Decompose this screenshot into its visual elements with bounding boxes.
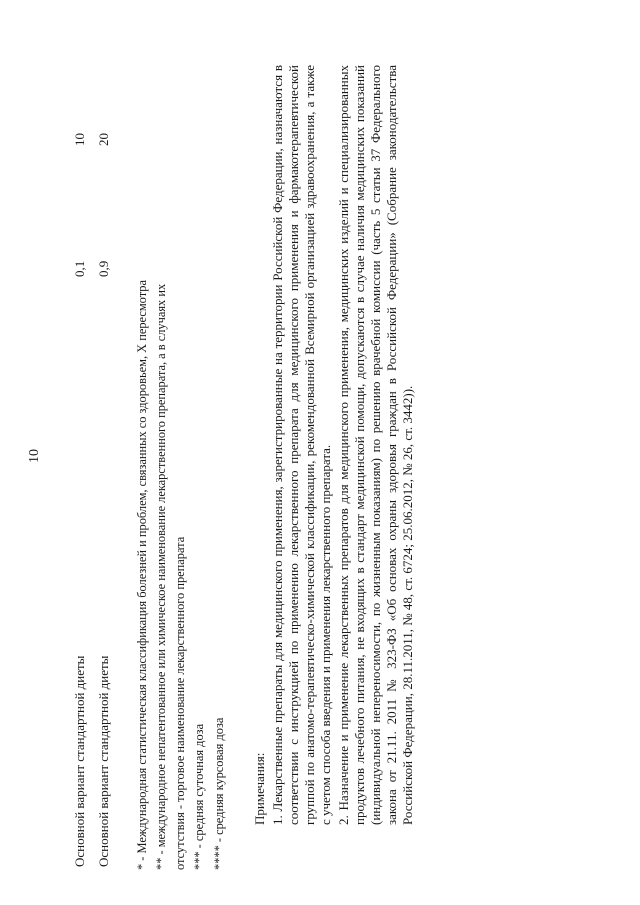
table-row-1-value2: 10 [72, 133, 87, 146]
table-row-2-label: Основной вариант стандартной диеты [96, 655, 111, 867]
footnote-2: ** - международное непатентованное или химическое наименование лекарственного препарата, а в случаях их [154, 283, 168, 870]
footnote-1: * - Международная статистическая классификация болезней и проблем, связанных со здоровьем, X пересмотра [135, 280, 149, 870]
table-row-2-value2: 20 [96, 133, 111, 146]
footnote-5: **** - средняя курсовая доза [212, 717, 226, 870]
table-row-1-value1: 0,1 [72, 260, 87, 277]
notes-title: Примечания: [252, 752, 267, 825]
table-row-1-label: Основной вариант стандартной диеты [72, 655, 87, 867]
page-number: 10 [27, 449, 42, 463]
table-row-2-value1: 0,9 [96, 260, 111, 277]
footnote-4: *** - средняя суточная доза [192, 723, 206, 870]
footnote-3: отсутствия - торговое наименование лекарственного препарата [173, 536, 187, 870]
note-paragraph-1: 1. Лекарственные препараты для медицинского применения, зарегистрированные на территории Российской Федерации, назначаются в соответствии с инструкцией по применению лекарственного препарата для медицинского применения и фармакотерапевтической группой по анатомо-терапевтическо-химической классификации, рекомендованной Всемирной организацией здравоохранения, а также с учетом способа введения и применения лекарственного препарата. [270, 65, 333, 825]
note-paragraph-2: 2. Назначение и применение лекарственных препаратов для медицинского применения, медицинских изделий и специализированных продуктов лечебного питания, не входящих в стандарт медицинской помощи, допускаются в случае наличия медицинских показаний (индивидуальной непереносимости, по жизненным показаниям) по решению врачебной комиссии (часть 5 статьи 37 Федерального закона от 21.11. 2011 № 323-ФЗ «Об основах охраны здоровья граждан в Российской Федерации» (Собрание законодательства Российской Федерации, 28.11.2011, № 48, ст. 6724; 25.06.2012, № 26, ст. 3442)). [336, 65, 415, 825]
